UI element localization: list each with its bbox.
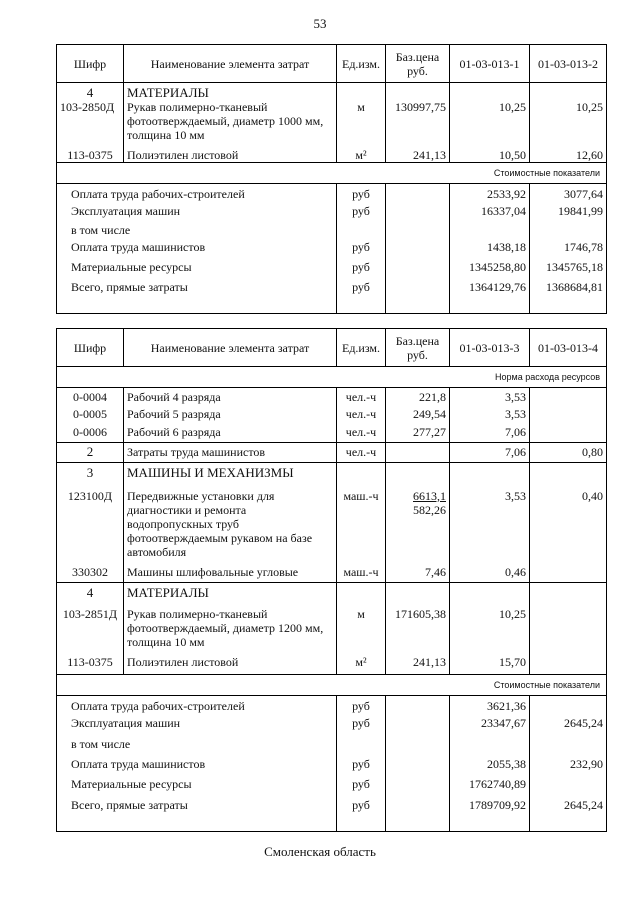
summary-row — [57, 223, 607, 240]
summary-value-1: 1438,18 — [450, 240, 530, 260]
row-name: Полиэтилен листовой — [124, 142, 337, 163]
summary-label: в том числе — [57, 223, 337, 240]
table-row — [57, 443, 607, 463]
summary-label: Всего, прямые затраты — [57, 798, 337, 832]
summary-value-1: 1789709,92 — [450, 798, 530, 832]
row-name: Полиэтилен листовой — [124, 655, 337, 675]
row-code: 123100Д — [57, 483, 124, 565]
summary-row — [57, 777, 607, 798]
row-price: 249,54 — [386, 407, 450, 425]
row-value-2: 0,40 — [530, 483, 607, 565]
header-price: Баз.цена руб. — [386, 45, 450, 83]
section-title: МАТЕРИАЛЫ — [124, 83, 337, 101]
row-name: Рабочий 4 разряда — [124, 388, 337, 407]
row-name: Рабочий 5 разряда — [124, 407, 337, 425]
table-row — [57, 388, 607, 407]
table-row — [57, 483, 607, 565]
header-code: Шифр — [57, 45, 124, 83]
summary-unit: руб — [337, 777, 386, 798]
summary-value-1: 23347,67 — [450, 716, 530, 737]
row-value-1: 3,53 — [450, 483, 530, 565]
row-code: 0-0006 — [57, 425, 124, 443]
row-code: 103-2850Д — [57, 100, 124, 142]
table-row — [57, 603, 607, 655]
summary-unit: руб — [337, 204, 386, 223]
summary-unit: руб — [337, 716, 386, 737]
row-value-2: 10,25 — [530, 100, 607, 142]
row-unit: м² — [337, 142, 386, 163]
table-header — [57, 329, 607, 367]
summary-value-2: 2645,24 — [530, 798, 607, 832]
summary-label: Оплата труда машинистов — [57, 757, 337, 777]
row-code: 0-0004 — [57, 388, 124, 407]
row-price: 130997,75 — [386, 100, 450, 142]
row-value-2: 12,60 — [530, 142, 607, 163]
summary-row — [57, 696, 607, 716]
table-row — [57, 100, 607, 142]
header-unit: Ед.изм. — [337, 45, 386, 83]
summary-row — [57, 204, 607, 223]
header-name: Наименование элемента затрат — [124, 329, 337, 367]
summary-value-1: 2533,92 — [450, 184, 530, 204]
summary-value-2: 3077,64 — [530, 184, 607, 204]
header-col-3: 01-03-013-3 — [450, 329, 530, 367]
summary-value-1: 1345258,80 — [450, 260, 530, 280]
banner-row — [57, 163, 607, 184]
summary-value-1: 3621,36 — [450, 696, 530, 716]
row-unit: м² — [337, 655, 386, 675]
summary-value-1: 2055,38 — [450, 757, 530, 777]
summary-label: Оплата труда рабочих-строителей — [57, 696, 337, 716]
section-title: МАШИНЫ И МЕХАНИЗМЫ — [124, 463, 337, 483]
summary-label: Оплата труда рабочих-строителей — [57, 184, 337, 204]
estimate-table-2 — [56, 328, 607, 832]
row-code: 103-2851Д — [57, 603, 124, 655]
row-code: 0-0005 — [57, 407, 124, 425]
summary-row — [57, 737, 607, 757]
row-value-2: 0,80 — [530, 443, 607, 463]
summary-unit: руб — [337, 184, 386, 204]
section-row — [57, 583, 607, 603]
row-value-1: 3,53 — [450, 388, 530, 407]
row-unit: маш.-ч — [337, 483, 386, 565]
row-price: 241,13 — [386, 142, 450, 163]
row-unit: м — [337, 100, 386, 142]
summary-label: Эксплуатация машин — [57, 716, 337, 737]
summary-unit: руб — [337, 240, 386, 260]
row-unit: чел.-ч — [337, 443, 386, 463]
summary-value-2: 1345765,18 — [530, 260, 607, 280]
summary-label: Всего, прямые затраты — [57, 280, 337, 314]
region-footer: Смоленская область — [264, 844, 376, 859]
summary-value-2: 19841,99 — [530, 204, 607, 223]
row-code: 330302 — [57, 565, 124, 583]
row-name: Передвижные установки для диагностики и ремонта водопропускных труб фотоотверждаемым рукавом на базе автомобиля — [124, 483, 337, 565]
row-value-1: 3,53 — [450, 407, 530, 425]
summary-unit: руб — [337, 798, 386, 832]
table-row — [57, 425, 607, 443]
header-col-2: 01-03-013-2 — [530, 45, 607, 83]
summary-value-2: 232,90 — [530, 757, 607, 777]
summary-value-1: 16337,04 — [450, 204, 530, 223]
header-col-4: 01-03-013-4 — [530, 329, 607, 367]
table-row — [57, 142, 607, 163]
table-row — [57, 565, 607, 583]
header-col-1: 01-03-013-1 — [450, 45, 530, 83]
cost-banner: Стоимостные показатели — [57, 675, 607, 696]
cost-banner: Стоимостные показатели — [57, 163, 607, 184]
summary-value-2: 1368684,81 — [530, 280, 607, 314]
summary-label: в том числе — [57, 737, 337, 757]
banner-row — [57, 367, 607, 388]
section-number: 2 — [57, 443, 124, 463]
section-row — [57, 83, 607, 101]
row-name: Рукав полимерно-тканевый фотоотверждаемый, диаметр 1200 мм, толщина 10 мм — [124, 603, 337, 655]
row-value-1: 10,50 — [450, 142, 530, 163]
row-name: Машины шлифовальные угловые — [124, 565, 337, 583]
summary-label: Оплата труда машинистов — [57, 240, 337, 260]
summary-row — [57, 280, 607, 314]
estimate-table-1 — [56, 44, 607, 314]
header-unit: Ед.изм. — [337, 329, 386, 367]
summary-unit: руб — [337, 757, 386, 777]
row-price: 241,13 — [386, 655, 450, 675]
row-name: Затраты труда машинистов — [124, 443, 337, 463]
row-code: 113-0375 — [57, 655, 124, 675]
summary-label: Эксплуатация машин — [57, 204, 337, 223]
row-price: 7,46 — [386, 565, 450, 583]
row-value-1: 0,46 — [450, 565, 530, 583]
row-unit: чел.-ч — [337, 425, 386, 443]
row-unit: чел.-ч — [337, 388, 386, 407]
row-price: 277,27 — [386, 425, 450, 443]
summary-label: Материальные ресурсы — [57, 260, 337, 280]
table-row — [57, 407, 607, 425]
row-unit: чел.-ч — [337, 407, 386, 425]
row-price — [386, 483, 450, 565]
row-value-1: 10,25 — [450, 603, 530, 655]
summary-value-2: 1746,78 — [530, 240, 607, 260]
table-header — [57, 45, 607, 83]
row-value-1: 10,25 — [450, 100, 530, 142]
summary-row — [57, 240, 607, 260]
summary-value-2: 2645,24 — [530, 716, 607, 737]
row-code: 113-0375 — [57, 142, 124, 163]
banner-row — [57, 675, 607, 696]
section-title: МАТЕРИАЛЫ — [124, 583, 337, 603]
header-code: Шифр — [57, 329, 124, 367]
section-number: 4 — [57, 83, 124, 101]
row-price: 171605,38 — [386, 603, 450, 655]
table-row — [57, 655, 607, 675]
row-price: 221,8 — [386, 388, 450, 407]
section-number: 3 — [57, 463, 124, 483]
row-name: Рукав полимерно-тканевый фотоотверждаемый, диаметр 1000 мм, толщина 10 мм — [124, 100, 337, 142]
summary-row — [57, 798, 607, 832]
price-secondary: 582,26 — [413, 502, 446, 517]
summary-value-1: 1762740,89 — [450, 777, 530, 798]
section-row — [57, 463, 607, 483]
row-value-1: 15,70 — [450, 655, 530, 675]
summary-row — [57, 184, 607, 204]
summary-unit: руб — [337, 280, 386, 314]
row-unit: маш.-ч — [337, 565, 386, 583]
summary-row — [57, 260, 607, 280]
summary-row — [57, 716, 607, 737]
summary-unit: руб — [337, 696, 386, 716]
page-number: 53 — [313, 16, 327, 31]
header-price: Баз.цена руб. — [386, 329, 450, 367]
row-value-1: 7,06 — [450, 443, 530, 463]
price-primary: 6613,1 — [413, 488, 446, 503]
row-name: Рабочий 6 разряда — [124, 425, 337, 443]
section-number: 4 — [57, 583, 124, 603]
norm-banner: Норма расхода ресурсов — [57, 367, 607, 388]
summary-label: Материальные ресурсы — [57, 777, 337, 798]
summary-unit: руб — [337, 260, 386, 280]
row-value-1: 7,06 — [450, 425, 530, 443]
summary-value-1: 1364129,76 — [450, 280, 530, 314]
summary-row — [57, 757, 607, 777]
row-unit: м — [337, 603, 386, 655]
header-name: Наименование элемента затрат — [124, 45, 337, 83]
